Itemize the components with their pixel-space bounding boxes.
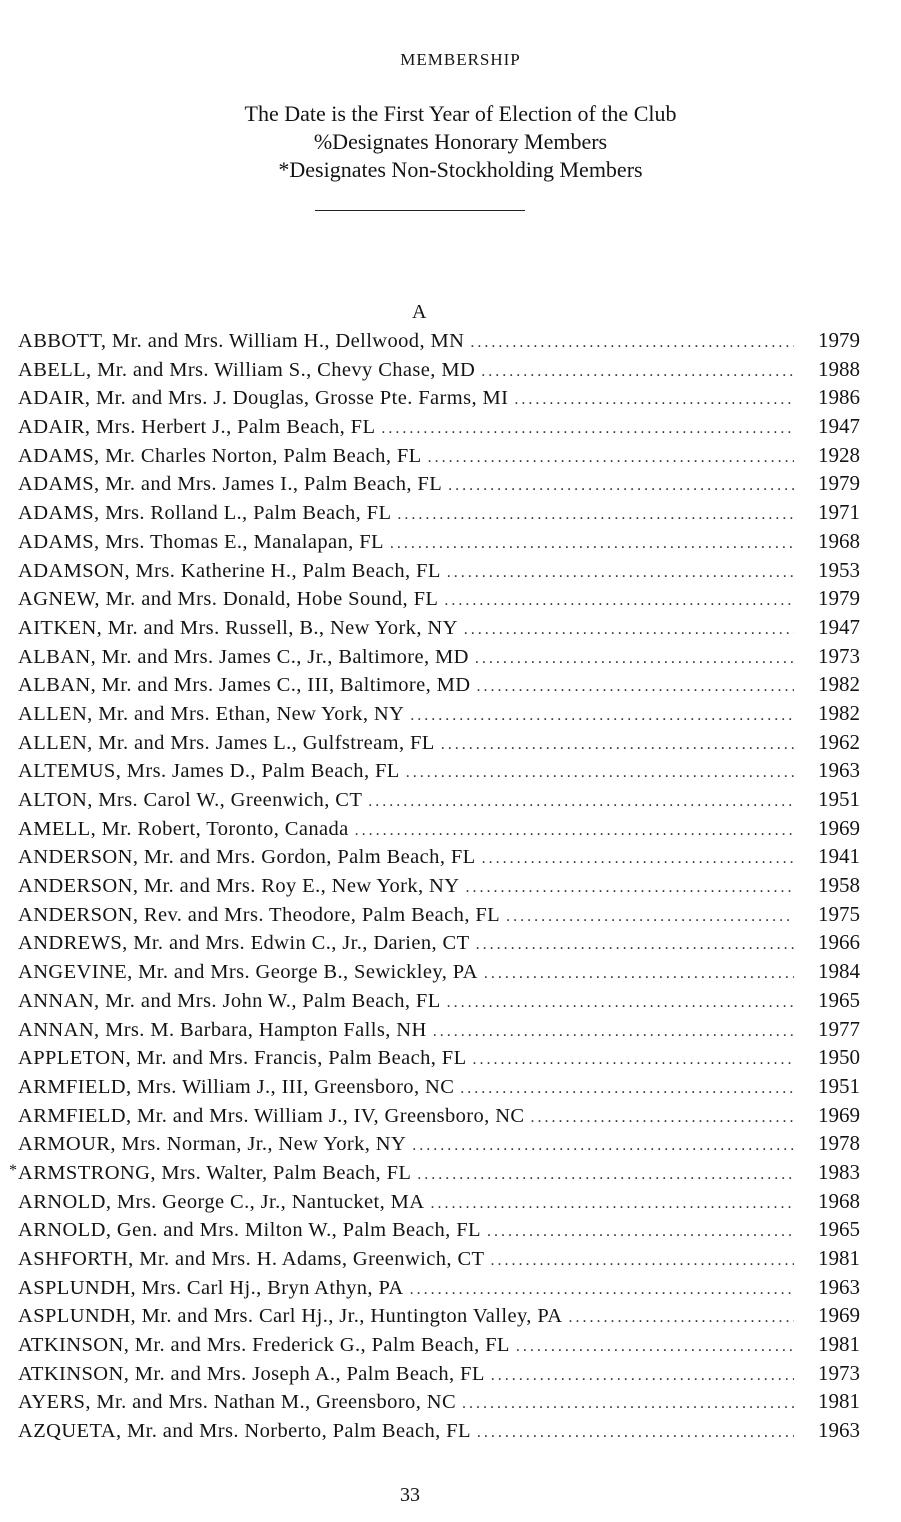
member-name: ARMFIELD, Mrs. William J., III, Greensboro, NC [18,1075,455,1098]
member-name-group [18,1047,467,1070]
member-entry [18,414,860,443]
election-year: 1971 [818,500,860,525]
election-year: 1979 [818,328,860,352]
member-name-group [18,1105,524,1128]
member-entry [18,1361,860,1390]
dot-leader [406,764,794,782]
dot-leader [490,1252,794,1270]
dot-leader [477,1424,794,1442]
member-name: ANGEVINE, Mr. and Mrs. George B., Sewickley, PA [18,961,478,984]
election-year: 1981 [818,1246,860,1270]
member-name-group [18,1420,471,1443]
election-year: 1983 [818,1159,860,1184]
member-name: ABBOTT, Mr. and Mrs. William H., Dellwood, MN [18,330,465,352]
member-entry [18,1131,860,1160]
election-year: 1963 [818,758,860,783]
member-entry [18,443,860,472]
non-stockholding-marker: * [9,1161,17,1179]
member-entry [18,558,860,587]
dot-leader [430,1195,794,1213]
election-year: 1968 [818,1188,860,1213]
member-name-group [18,445,422,468]
member-name-group [18,904,500,927]
election-year: 1979 [818,471,860,496]
member-name-group [18,1076,454,1099]
member-entry [18,328,860,357]
member-name-group [18,703,404,726]
member-name-group [18,1191,424,1214]
member-name-group [18,617,458,640]
member-name-group [18,560,441,583]
member-name: ATKINSON, Mr. and Mrs. Frederick G., Palm Beach, FL [18,1334,510,1357]
dot-leader [410,707,794,725]
member-name: ASPLUNDH, Mrs. Carl Hj., Bryn Athyn, PA [18,1276,404,1299]
election-year: 1973 [818,1360,860,1385]
legend-election-date-note: The Date is the First Year of Election of the Club [244,101,677,126]
election-year: 1963 [818,1274,860,1299]
member-entry [18,1246,860,1275]
member-name: ARMFIELD, Mr. and Mrs. William J., IV, Greensboro, NC [18,1104,525,1127]
member-entry [18,816,860,845]
member-entry [9,1159,860,1189]
legend [10,100,901,184]
member-name-group [18,818,349,841]
election-year: 1982 [818,672,860,697]
dot-leader [487,1223,794,1241]
dot-leader [484,965,794,983]
election-year: 1950 [818,1045,860,1070]
member-name: ARMOUR, Mrs. Norman, Jr., New York, NY [18,1133,407,1156]
dot-leader [410,1281,794,1299]
member-entry [18,959,860,988]
member-name: ADAMS, Mrs. Rolland L., Palm Beach, FL [18,502,392,525]
member-name: AGNEW, Mr. and Mrs. Donald, Hobe Sound, FL [18,588,439,611]
election-year: 1947 [818,614,860,639]
member-name: ALBAN, Mr. and Mrs. James C., III, Baltimore, MD [18,674,471,697]
member-entry [18,1217,860,1246]
dot-leader [441,736,794,754]
election-year: 1978 [818,1131,860,1156]
dot-leader [568,1309,794,1327]
dot-leader [381,420,794,438]
membership-list [9,328,860,1447]
member-entry [18,873,860,902]
member-entry [18,385,860,414]
member-name: ANDERSON, Mr. and Mrs. Roy E., New York, NY [18,875,460,898]
member-name: ADAMS, Mr. Charles Norton, Palm Beach, FL [18,444,422,467]
member-entry [18,357,860,386]
dot-leader [464,621,794,639]
election-year: 1969 [818,1102,860,1127]
member-name-group [18,674,471,697]
dot-leader [482,850,794,868]
dot-leader [460,1080,794,1098]
member-name-group [18,846,476,869]
member-entry [18,1017,860,1046]
election-year: 1963 [818,1418,860,1443]
member-name: ANNAN, Mrs. M. Barbara, Hampton Falls, NH [18,1018,427,1041]
election-year: 1982 [818,700,860,725]
member-name: ALBAN, Mr. and Mrs. James C., Jr., Baltimore, MD [18,645,469,668]
member-entry [18,902,860,931]
election-year: 1981 [818,1332,860,1357]
dot-leader [417,1166,794,1184]
member-entry [18,1103,860,1132]
member-name: ALLEN, Mr. and Mrs. Ethan, New York, NY [18,702,405,725]
member-name: ADAMS, Mr. and Mrs. James I., Palm Beach, FL [18,473,443,496]
dot-leader [516,1338,794,1356]
member-entry [18,529,860,558]
election-year: 1981 [818,1389,860,1414]
member-name: ALTON, Mrs. Carol W., Greenwich, CT [18,789,363,811]
member-entry [18,471,860,500]
member-name: ARNOLD, Mrs. George C., Jr., Nantucket, MA [18,1190,425,1213]
election-year: 1969 [818,1303,860,1328]
member-name: ARMSTRONG, Mrs. Walter, Palm Beach, FL [18,1161,412,1184]
member-name-group [18,359,475,382]
member-name-group [18,1334,510,1357]
election-year: 1968 [818,528,860,553]
member-entry [18,1045,860,1074]
member-name-group [9,1161,412,1185]
member-entry [18,672,860,701]
member-name: AMELL, Mr. Robert, Toronto, Canada [18,817,349,840]
member-name-group [18,1277,404,1300]
dot-leader [433,1023,794,1041]
member-entry [18,988,860,1017]
member-name-group [18,502,391,525]
member-name: ADAMSON, Mrs. Katherine H., Palm Beach, FL [18,559,441,582]
member-entry [18,586,860,615]
member-name: ALLEN, Mr. and Mrs. James L., Gulfstream, FL [18,731,435,754]
election-year: 1951 [818,1073,860,1098]
member-entry [18,1074,860,1103]
election-year: 1953 [818,557,860,582]
election-year: 1966 [818,930,860,955]
dot-leader [447,994,794,1012]
member-entry [18,1189,860,1218]
member-name-group [18,330,464,353]
dot-leader [412,1137,794,1155]
member-name: AZQUETA, Mr. and Mrs. Norberto, Palm Beach, FL [18,1420,471,1443]
member-name-group [18,387,508,410]
member-name: ADAMS, Mrs. Thomas E., Manalapan, FL [18,530,384,553]
member-name: ALTEMUS, Mrs. James D., Palm Beach, FL [18,760,400,783]
member-name: ADAIR, Mr. and Mrs. J. Douglas, Grosse Pte. Farms, MI [18,387,509,410]
member-name-group [18,932,470,955]
member-name: ADAIR, Mrs. Herbert J., Palm Beach, FL [18,416,376,439]
member-name: AITKEN, Mr. and Mrs. Russell, B., New York, NY [18,616,458,639]
dot-leader [368,793,794,811]
dot-leader [476,936,794,954]
election-year: 1951 [818,787,860,811]
member-entry [18,844,860,873]
member-name-group [18,760,400,783]
election-year: 1973 [818,643,860,668]
member-name: ATKINSON, Mr. and Mrs. Joseph A., Palm Beach, FL [18,1362,485,1385]
election-year: 1965 [818,1217,860,1242]
member-entry [18,1275,860,1304]
member-entry [18,787,860,816]
member-name-group [18,1305,562,1328]
legend-non-stockholding-note: *Designates Non-Stockholding Members [278,157,643,182]
member-name-group [18,732,435,755]
dot-leader [491,1367,794,1385]
election-year: 1958 [818,873,860,898]
member-entry [18,1418,860,1447]
member-name-group [18,789,362,812]
member-entry [18,1389,860,1418]
member-entry [18,930,860,959]
member-name: ASHFORTH, Mr. and Mrs. H. Adams, Greenwich, CT [18,1248,485,1270]
dot-leader [444,592,794,610]
dot-leader [462,1395,794,1413]
legend-honorary-note: %Designates Honorary Members [313,129,608,154]
member-name: APPLETON, Mr. and Mrs. Francis, Palm Beach, FL [18,1047,467,1070]
member-name-group [18,588,438,611]
member-name-group [18,416,375,439]
dot-leader [465,879,794,897]
member-name-group [18,961,478,984]
member-name: ANDERSON, Rev. and Mrs. Theodore, Palm Beach, FL [18,903,501,926]
dot-leader [514,391,794,409]
dot-leader [447,564,794,582]
member-name: ANDERSON, Mr. and Mrs. Gordon, Palm Beach, FL [18,846,476,869]
dot-leader [506,908,794,926]
member-name-group [18,990,441,1013]
member-entry [18,644,860,673]
election-year: 1988 [818,356,860,381]
member-entry [18,615,860,644]
member-entry [18,1332,860,1361]
election-year: 1975 [818,901,860,926]
election-year: 1986 [818,385,860,410]
dot-leader [475,650,794,668]
member-entry [18,758,860,787]
dot-leader [530,1109,794,1127]
member-name-group [18,646,469,669]
dot-leader [473,1051,795,1069]
dot-leader [428,449,794,467]
member-entry [18,701,860,730]
election-year: 1969 [818,815,860,840]
member-name: ARNOLD, Gen. and Mrs. Milton W., Palm Beach, FL [18,1219,481,1242]
member-name-group [18,1219,481,1242]
dot-leader [355,822,794,840]
dot-leader [481,363,794,381]
member-name-group [18,1133,406,1156]
election-year: 1984 [818,959,860,984]
member-name-group [18,1019,427,1042]
member-name: ANDREWS, Mr. and Mrs. Edwin C., Jr., Darien, CT [18,932,470,955]
member-name: AYERS, Mr. and Mrs. Nathan M., Greensboro, NC [18,1391,457,1414]
member-name-group [18,1363,485,1386]
dot-leader [390,535,794,553]
election-year: 1947 [818,414,860,439]
member-name: ABELL, Mr. and Mrs. William S., Chevy Chase, MD [18,358,476,381]
dot-leader [470,334,794,352]
dot-leader [477,678,794,696]
member-name: ASPLUNDH, Mr. and Mrs. Carl Hj., Jr., Huntington Valley, PA [18,1305,563,1328]
member-name-group [18,875,459,898]
election-year: 1979 [818,586,860,611]
member-name-group [18,531,384,554]
letter-heading: A [412,301,427,323]
election-year: 1928 [818,442,860,467]
member-name: ANNAN, Mr. and Mrs. John W., Palm Beach, FL [18,989,441,1012]
dot-leader [448,477,794,495]
member-entry [18,1303,860,1332]
member-name-group [18,1248,484,1271]
section-title: MEMBERSHIP [400,50,521,69]
election-year: 1962 [818,729,860,754]
election-year: 1941 [818,844,860,869]
member-name-group [18,1391,456,1414]
election-year: 1977 [818,1016,860,1041]
member-entry [18,730,860,759]
election-year: 1965 [818,987,860,1012]
page-number: 33 [400,1484,420,1506]
member-name-group [18,473,442,496]
dot-leader [397,506,794,524]
header-divider [315,210,525,211]
member-entry [18,500,860,529]
